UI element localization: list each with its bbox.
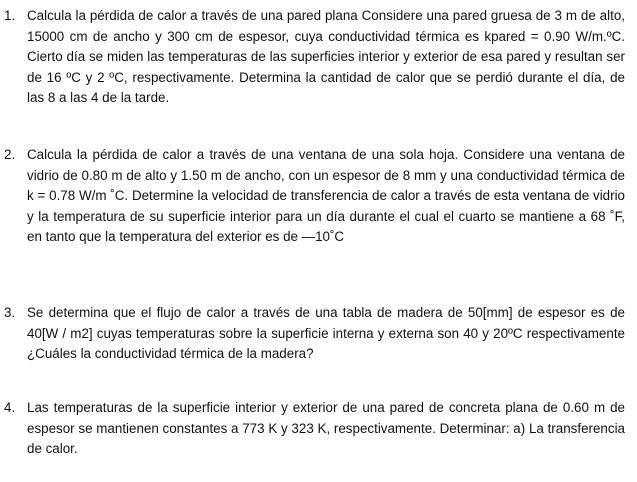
problem-text: Calcula la pérdida de calor a través de una ventana de una sola hoja. Considere una ventana de vidrio de 0.80 m de alto y 1.50 m de ancho, con un espesor de 8 mm y una conductividad térmica de k = 0.78 W/m ˚C. Determine la velocidad de transferencia de calor a través de esta ventana de vidrio y la temperatura de su superficie interior para un día durante el cual el cuarto se mantiene a 68 ˚F, en tanto que la temperatura del exterior es de —10˚C (27, 147, 625, 245)
problem-number: 4. (4, 400, 16, 415)
problem-4 (0, 398, 630, 460)
problem-1 (0, 6, 630, 109)
problem-number: 3. (4, 305, 16, 320)
problem-number: 2. (4, 147, 16, 162)
problem-text: Se determina que el flujo de calor a través de una tabla de madera de 50[mm] de espesor es de 40[W / m2] cuyas temperaturas sobre la superficie interna y externa son 40 y 20ºC respectivamente ¿Cuáles la conductividad térmica de la madera? (27, 305, 625, 362)
problem-number: 1. (4, 8, 16, 23)
problem-text: Las temperaturas de la superficie interior y exterior de una pared de concreta plana de 0.60 m de espesor se mantienen constantes a 773 K y 323 K, respectivamente. Determinar: a) La transferencia de calor. (27, 400, 625, 457)
problem-3 (0, 303, 630, 365)
problem-2 (0, 145, 630, 248)
problem-text: Calcula la pérdida de calor a través de una pared plana Considere una pared gruesa de 3 m de alto, 15000 cm de ancho y 300 cm de espesor, cuya conductividad térmica es kpared = 0.90 W/m.ºC. Cierto día se miden las temperaturas de las superficies interior y exterior de esa pared y resultan ser de 16 ºC y 2 ºC, respectivamente. Determina la cantidad de calor que se perdió durante el día, de las 8 a las 4 de la tarde. (27, 8, 625, 106)
